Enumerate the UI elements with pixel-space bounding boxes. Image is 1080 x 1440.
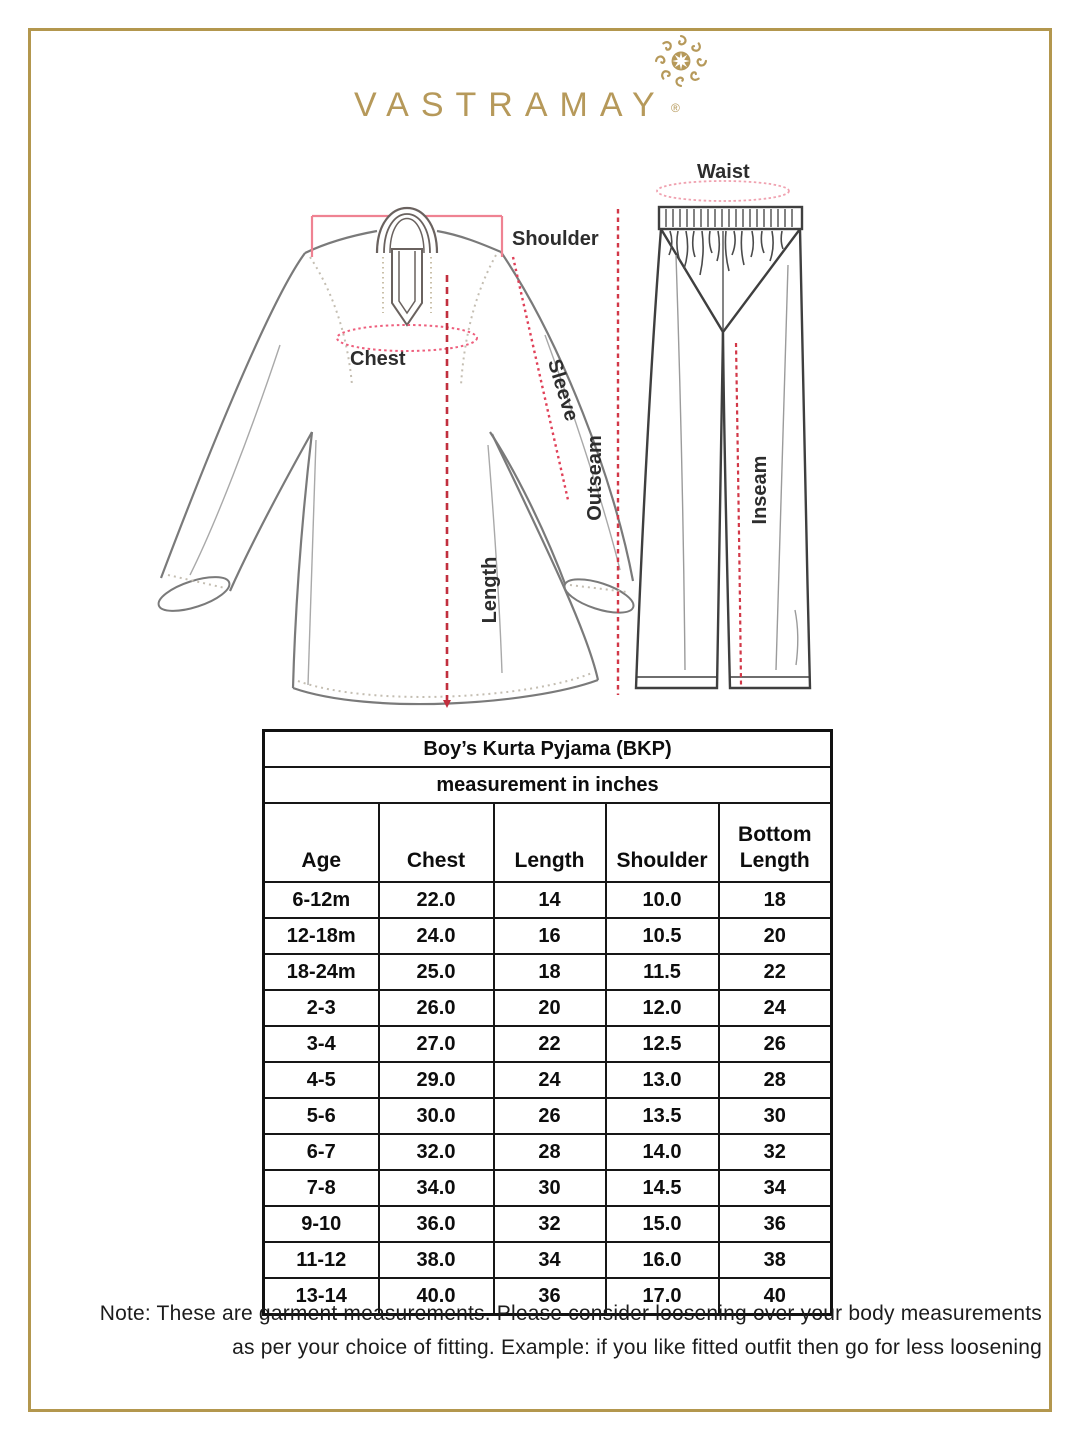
kurta-left-cuff: [155, 570, 233, 618]
table-cell: 4-5: [264, 1062, 379, 1098]
table-row: [264, 1206, 832, 1242]
table-row: [264, 990, 832, 1026]
table-row: [264, 918, 832, 954]
shoulder-label: Shoulder: [512, 228, 599, 250]
table-cell: 34.0: [379, 1170, 494, 1206]
size-chart-table: [262, 729, 833, 1316]
table-cell: 32: [719, 1134, 832, 1170]
table-cell: 3-4: [264, 1026, 379, 1062]
table-cell: 18: [719, 882, 832, 918]
table-row: [264, 1242, 832, 1278]
table-cell: 12.5: [606, 1026, 719, 1062]
table-cell: 13-14: [264, 1278, 379, 1315]
sleeve-label: Sleeve: [542, 356, 583, 424]
table-cell: 30: [494, 1170, 606, 1206]
table-cell: 5-6: [264, 1098, 379, 1134]
table-cell: 15.0: [606, 1206, 719, 1242]
note-line-2: as per your choice of fitting. Example: if you like fitted outfit then go for less loosening: [232, 1336, 1042, 1359]
outseam-label: Outseam: [584, 435, 606, 521]
table-cell: 24.0: [379, 918, 494, 954]
table-cell: 16: [494, 918, 606, 954]
table-cell: 11-12: [264, 1242, 379, 1278]
table-cell: 28: [719, 1062, 832, 1098]
column-header: Shoulder: [606, 803, 719, 882]
note-text: [38, 1297, 1042, 1365]
table-cell: 11.5: [606, 954, 719, 990]
table-cell: 22: [494, 1026, 606, 1062]
table-cell: 17.0: [606, 1278, 719, 1315]
table-row: [264, 882, 832, 918]
column-header: Length: [494, 803, 606, 882]
table-cell: 32.0: [379, 1134, 494, 1170]
waist-label: Waist: [697, 161, 750, 183]
table-cell: 22.0: [379, 882, 494, 918]
table-cell: 14.5: [606, 1170, 719, 1206]
note-line-1: Note: These are garment measurements. Please consider loosening over your body measurements: [99, 1302, 1042, 1325]
table-cell: 10.5: [606, 918, 719, 954]
table-row: [264, 954, 832, 990]
table-cell: 6-7: [264, 1134, 379, 1170]
table-cell: 32: [494, 1206, 606, 1242]
table-cell: 29.0: [379, 1062, 494, 1098]
table-cell: 36: [494, 1278, 606, 1315]
table-cell: 20: [719, 918, 832, 954]
table-cell: 12-18m: [264, 918, 379, 954]
table-cell: 16.0: [606, 1242, 719, 1278]
table-body: [264, 882, 832, 1315]
table-cell: 18-24m: [264, 954, 379, 990]
table-cell: 22: [719, 954, 832, 990]
chest-label: Chest: [350, 348, 406, 370]
brand-logo-text: VASTRAMAY: [354, 86, 667, 124]
table-cell: 14: [494, 882, 606, 918]
table-cell: 27.0: [379, 1026, 494, 1062]
table-cell: 24: [494, 1062, 606, 1098]
table-cell: 12.0: [606, 990, 719, 1026]
column-header: Chest: [379, 803, 494, 882]
table-row: [264, 1062, 832, 1098]
column-header: Age: [264, 803, 379, 882]
length-label: Length: [479, 556, 501, 624]
header-row: [264, 803, 832, 882]
table-cell: 18: [494, 954, 606, 990]
table-row: [264, 1026, 832, 1062]
size-table-subtitle: measurement in inches: [264, 767, 832, 803]
column-header: Bottom Length: [719, 803, 832, 882]
kurta-body-fill: [293, 231, 598, 704]
table-cell: 2-3: [264, 990, 379, 1026]
table-cell: 7-8: [264, 1170, 379, 1206]
table-cell: 30: [719, 1098, 832, 1134]
table-row: [264, 1170, 832, 1206]
size-table-title: Boy’s Kurta Pyjama (BKP): [264, 731, 832, 768]
table-cell: 24: [719, 990, 832, 1026]
table-cell: 13.5: [606, 1098, 719, 1134]
table-cell: 38.0: [379, 1242, 494, 1278]
registered-mark: ®: [671, 101, 680, 115]
table-cell: 10.0: [606, 882, 719, 918]
table-cell: 25.0: [379, 954, 494, 990]
table-cell: 14.0: [606, 1134, 719, 1170]
table-cell: 13.0: [606, 1062, 719, 1098]
table-cell: 36.0: [379, 1206, 494, 1242]
table-cell: 38: [719, 1242, 832, 1278]
table-cell: 9-10: [264, 1206, 379, 1242]
table-cell: 20: [494, 990, 606, 1026]
table-row: [264, 1098, 832, 1134]
table-cell: 40.0: [379, 1278, 494, 1315]
garment-measurement-diagram: [140, 145, 900, 725]
table-cell: 30.0: [379, 1098, 494, 1134]
table-cell: 36: [719, 1206, 832, 1242]
table-cell: 6-12m: [264, 882, 379, 918]
table-cell: 34: [719, 1170, 832, 1206]
table-cell: 26.0: [379, 990, 494, 1026]
kurta-diagram: [155, 208, 637, 708]
table-cell: 28: [494, 1134, 606, 1170]
waist-measure-ellipse: [657, 181, 789, 201]
table-row: [264, 1134, 832, 1170]
table-cell: 26: [719, 1026, 832, 1062]
brand-ornament-icon: [650, 33, 712, 89]
table-cell: 26: [494, 1098, 606, 1134]
table-cell: 34: [494, 1242, 606, 1278]
table-cell: 40: [719, 1278, 832, 1315]
inseam-label: Inseam: [749, 455, 771, 525]
pyjama-diagram: [584, 161, 810, 695]
